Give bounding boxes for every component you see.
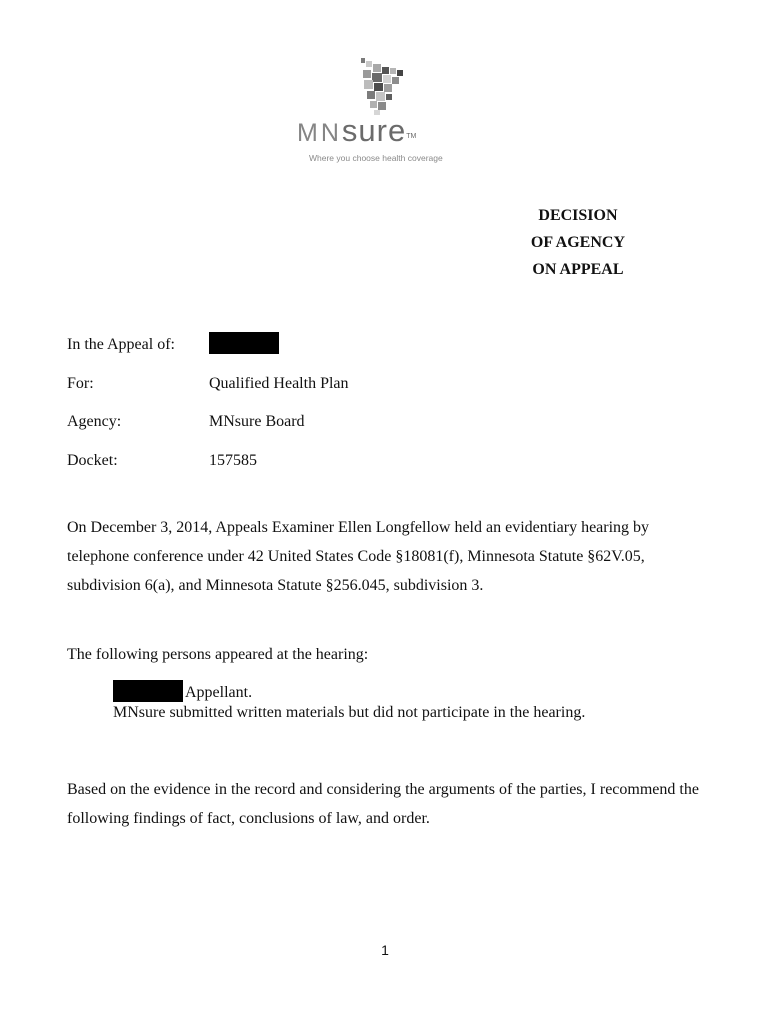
agency-row: [67, 410, 487, 434]
recommendation-paragraph: Based on the evidence in the record and considering the arguments of the parties, I recommend the following findings of fact, conclusions of law, and order.: [67, 781, 699, 827]
trademark-mark: TM: [406, 133, 417, 140]
hearing-paragraph: On December 3, 2014, Appeals Examiner Ellen Longfellow held an evidentiary hearing by telephone conference under 42 United States Code §18081(f), Minnesota Statute §62V.05, subdivision 6(a), and Minnesota Statute §256.045, subdivision 3.: [67, 519, 650, 594]
document-heading: [531, 202, 625, 283]
page-number: 1: [381, 942, 389, 958]
heading-line-3: ON APPEAL: [532, 261, 624, 278]
agency-label: Agency:: [67, 413, 122, 430]
for-label: For:: [67, 375, 94, 392]
docket-label: Docket:: [67, 452, 118, 469]
appellant-line: [113, 680, 673, 704]
wordmark-prefix: MN: [297, 119, 342, 147]
for-row: [67, 372, 487, 396]
agency-value: MNsure Board: [209, 413, 305, 430]
appeal-of-row: [67, 333, 487, 357]
appeal-of-label: In the Appeal of:: [67, 336, 175, 353]
appellant-name-redaction: [209, 332, 279, 354]
mnsure-logo: [295, 58, 475, 168]
logo-tagline: Where you choose health coverage: [309, 153, 443, 163]
for-value: Qualified Health Plan: [209, 375, 349, 392]
heading-line-2: OF AGENCY: [530, 234, 625, 251]
mnsure-wordmark: [297, 114, 473, 150]
heading-line-1: DECISION: [538, 207, 618, 224]
wordmark-suffix: sure: [341, 113, 407, 148]
mnsure-mosaic-icon: [358, 58, 408, 116]
docket-value: 157585: [209, 452, 257, 469]
appellant-role: Appellant.: [185, 684, 253, 701]
docket-row: [67, 449, 487, 473]
appellant-redaction: [113, 680, 183, 702]
appeared-intro: The following persons appeared at the hearing:: [67, 646, 369, 663]
mnsure-note: MNsure submitted written materials but did not participate in the hearing.: [113, 704, 586, 721]
